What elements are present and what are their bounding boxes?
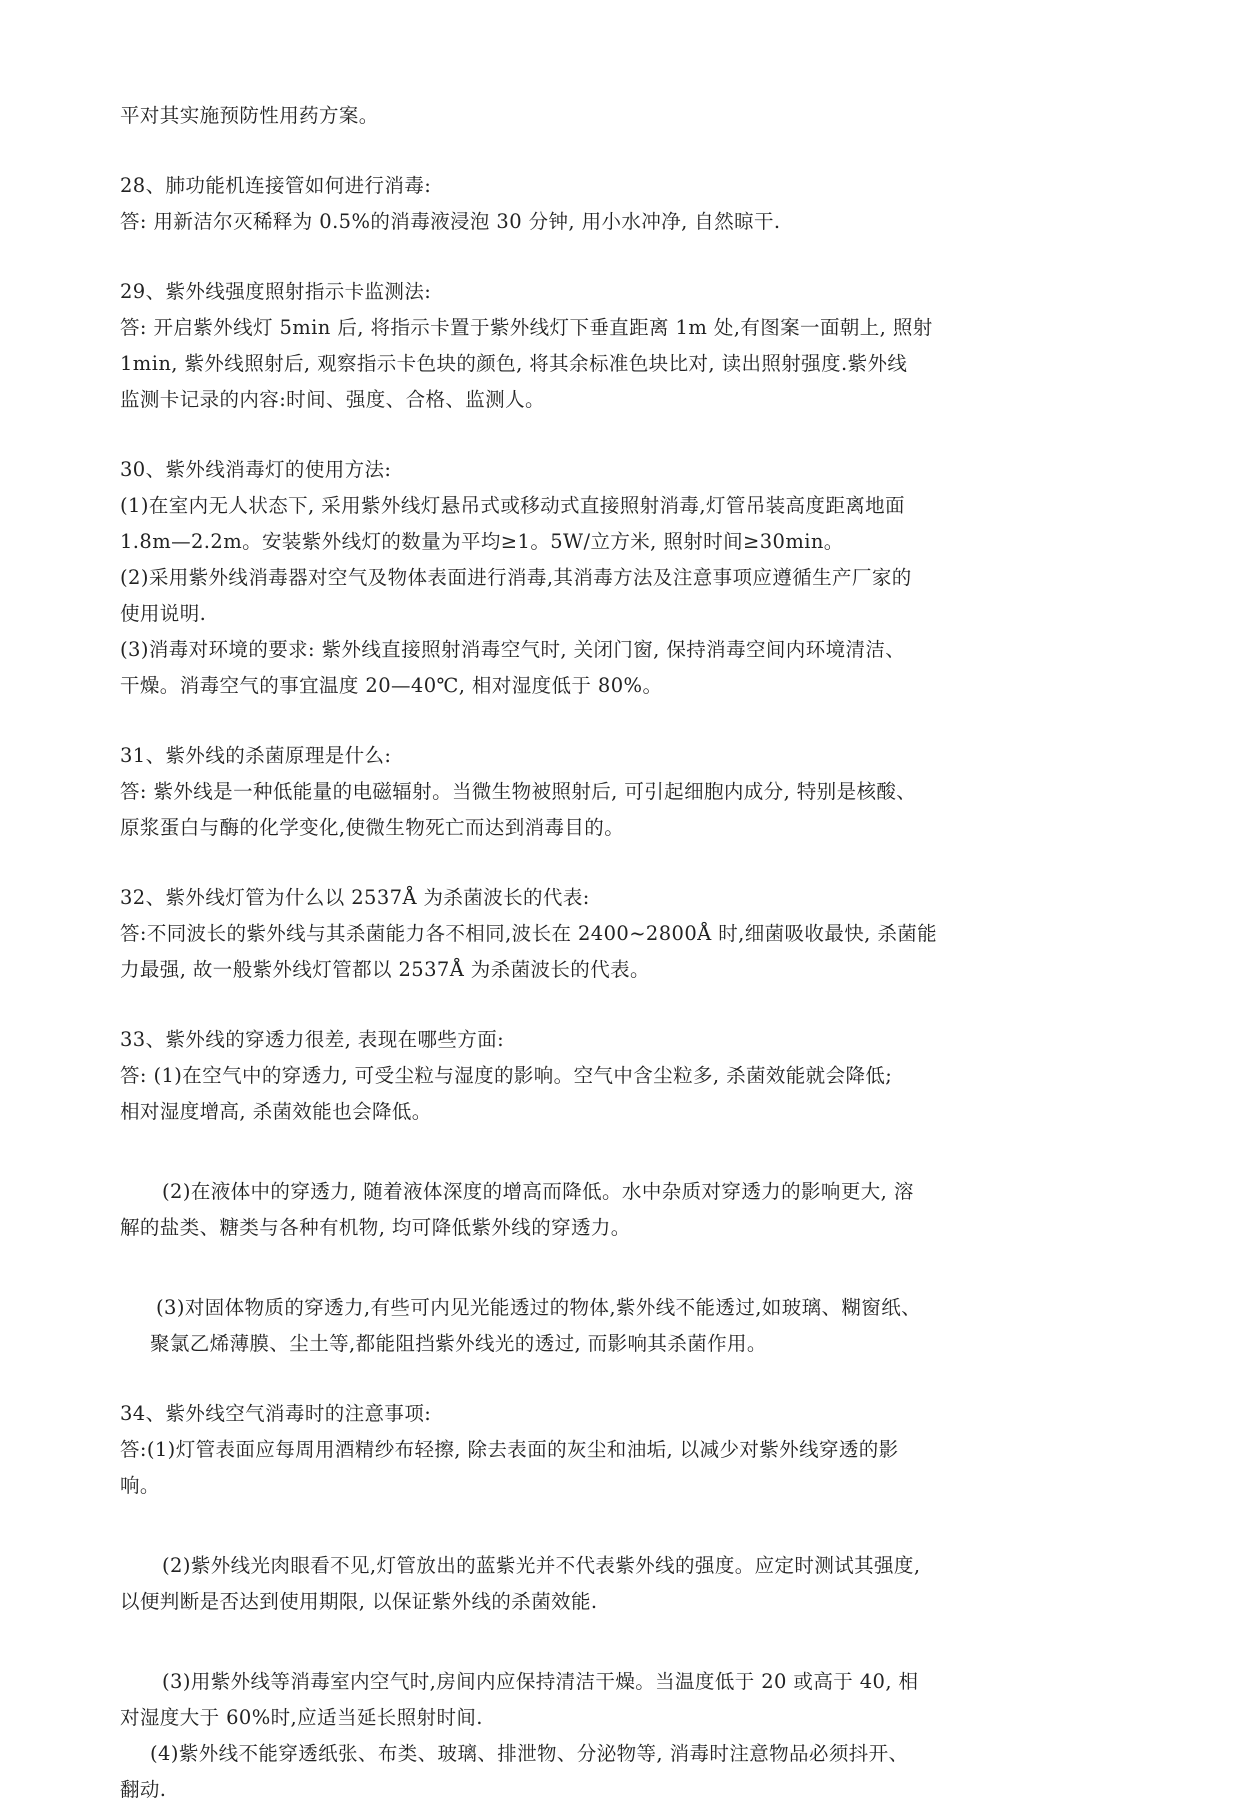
text-line: 平对其实施预防性用药方案。 (120, 104, 379, 127)
answer-32-line-2: 力最强, 故一般紫外线灯管都以 2537Å 为杀菌波长的代表。 (120, 958, 650, 981)
answer-30-line-3: (2)采用紫外线消毒器对空气及物体表面进行消毒,其消毒方法及注意事项应遵循生产厂家的 (120, 566, 912, 589)
answer-30-line-6: 干燥。消毒空气的事宜温度 20—40℃, 相对湿度低于 80%。 (120, 674, 663, 697)
answer-30-line-4: 使用说明. (120, 602, 207, 625)
answer-34-line-3: (2)紫外线光肉眼看不见,灯管放出的蓝紫光并不代表紫外线的强度。应定时测试其强度, (162, 1554, 921, 1577)
answer-33-line-2: 相对湿度增高, 杀菌效能也会降低。 (120, 1100, 432, 1123)
answer-34-line-2: 响。 (120, 1474, 160, 1497)
answer-29-line-3: 监测卡记录的内容:时间、强度、合格、监测人。 (120, 388, 545, 411)
question-31: 31、紫外线的杀菌原理是什么: (120, 744, 392, 767)
answer-30-line-1: (1)在室内无人状态下, 采用紫外线灯悬吊式或移动式直接照射消毒,灯管吊装高度距离地面 (120, 494, 905, 517)
answer-29-line-2: 1min, 紫外线照射后, 观察指示卡色块的颜色, 将其余标准色块比对, 读出照射强度.紫外线 (120, 352, 908, 375)
answer-31-line-2: 原浆蛋白与酶的化学变化,使微生物死亡而达到消毒目的。 (120, 816, 625, 839)
answer-34-line-4: 以便判断是否达到使用期限, 以保证紫外线的杀菌效能. (120, 1590, 598, 1613)
question-28: 28、肺功能机连接管如何进行消毒: (120, 174, 432, 197)
answer-28: 答: 用新洁尔灭稀释为 0.5%的消毒液浸泡 30 分钟, 用小水冲净, 自然晾干. (120, 210, 781, 233)
question-29: 29、紫外线强度照射指示卡监测法: (120, 280, 432, 303)
question-30: 30、紫外线消毒灯的使用方法: (120, 458, 392, 481)
answer-34-line-6: 对湿度大于 60%时,应适当延长照射时间. (120, 1706, 483, 1729)
answer-32-line-1: 答:不同波长的紫外线与其杀菌能力各不相同,波长在 2400~2800Å 时,细菌吸收最快, 杀菌能 (120, 922, 938, 945)
answer-33-line-4: 解的盐类、糖类与各种有机物, 均可降低紫外线的穿透力。 (120, 1216, 631, 1239)
question-32: 32、紫外线灯管为什么以 2537Å 为杀菌波长的代表: (120, 886, 590, 909)
answer-34-line-1: 答:(1)灯管表面应每周用酒精纱布轻擦, 除去表面的灰尘和油垢, 以减少对紫外线穿透的影 (120, 1438, 899, 1461)
answer-33-line-5: (3)对固体物质的穿透力,有些可内见光能透过的物体,紫外线不能透过,如玻璃、糊窗纸、 (156, 1296, 922, 1319)
answer-33-line-3: (2)在液体中的穿透力, 随着液体深度的增高而降低。水中杂质对穿透力的影响更大, 溶 (162, 1180, 914, 1203)
answer-34-line-5: (3)用紫外线等消毒室内空气时,房间内应保持清洁干燥。当温度低于 20 或高于 40, 相 (162, 1670, 919, 1693)
answer-33-line-1: 答: (1)在空气中的穿透力, 可受尘粒与湿度的影响。空气中含尘粒多, 杀菌效能就会降低; (120, 1064, 893, 1087)
answer-30-line-5: (3)消毒对环境的要求: 紫外线直接照射消毒空气时, 关闭门窗, 保持消毒空间内环境清洁、 (120, 638, 906, 661)
answer-29-line-1: 答: 开启紫外线灯 5min 后, 将指示卡置于紫外线灯下垂直距离 1m 处,有图案一面朝上, 照射 (120, 316, 933, 339)
question-34: 34、紫外线空气消毒时的注意事项: (120, 1402, 432, 1425)
question-33: 33、紫外线的穿透力很差, 表现在哪些方面: (120, 1028, 505, 1051)
answer-30-line-2: 1.8m—2.2m。安装紫外线灯的数量为平均≥1。5W/立方米, 照射时间≥30min。 (120, 530, 844, 553)
answer-34-line-7: (4)紫外线不能穿透纸张、布类、玻璃、排泄物、分泌物等, 消毒时注意物品必须抖开、 (150, 1742, 909, 1765)
answer-34-line-8: 翻动. (120, 1778, 167, 1801)
answer-33-line-6: 聚氯乙烯薄膜、尘土等,都能阻挡紫外线光的透过, 而影响其杀菌作用。 (150, 1332, 767, 1355)
answer-31-line-1: 答: 紫外线是一种低能量的电磁辐射。当微生物被照射后, 可引起细胞内成分, 特别是核酸、 (120, 780, 917, 803)
